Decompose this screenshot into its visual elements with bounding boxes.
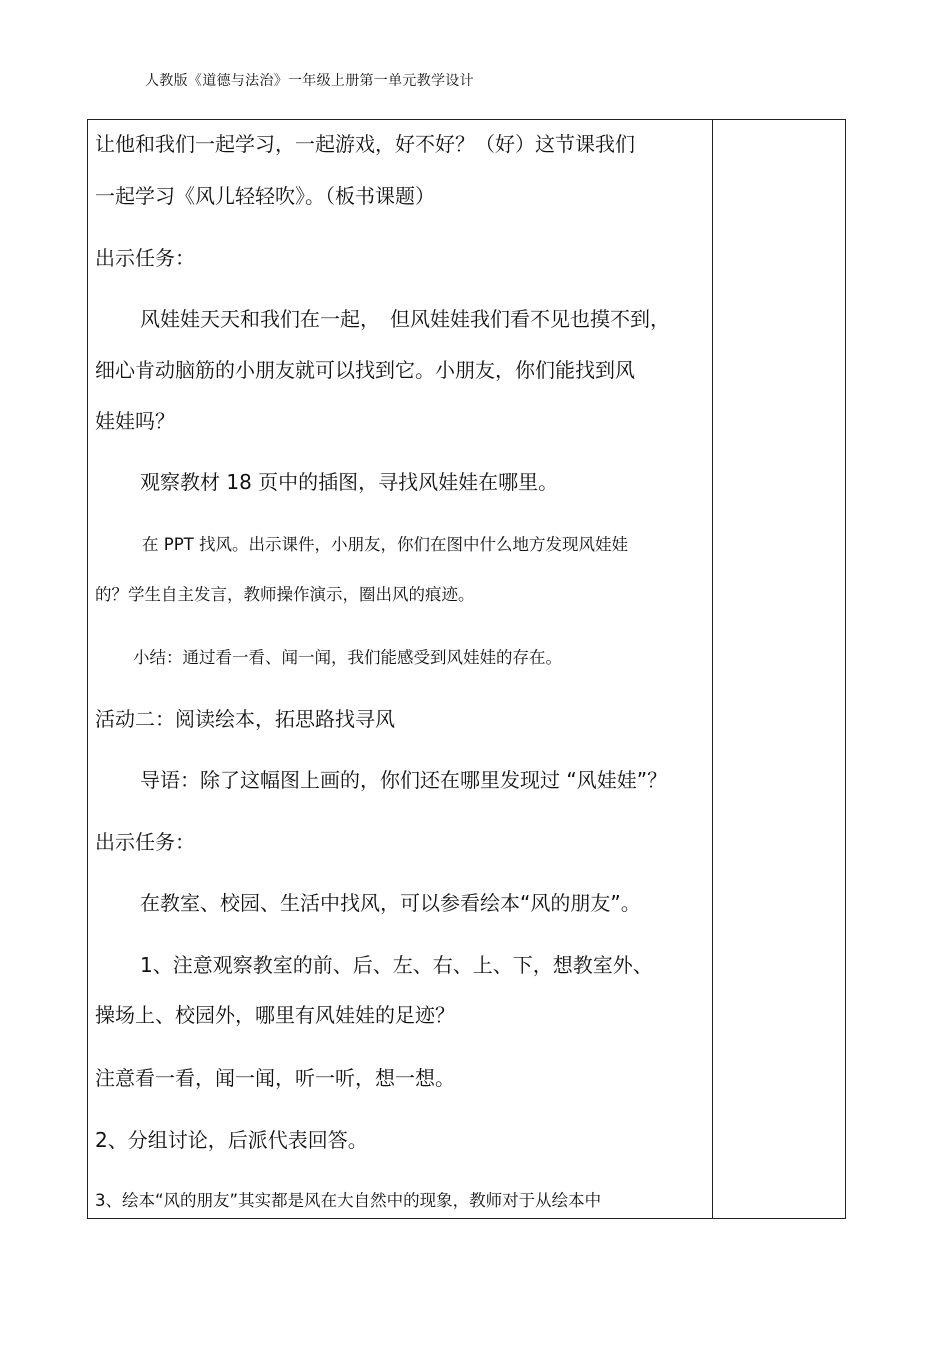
text-line: 3、绘本“风的朋友”其实都是风在大自然中的现象，教师对于从绘本中 — [95, 1191, 602, 1210]
lesson-table — [87, 119, 846, 1219]
text-line: 出示任务： — [95, 830, 195, 854]
text-line: 出示任务： — [95, 246, 195, 270]
text-line: 2、分组讨论，后派代表回答。 — [95, 1128, 368, 1152]
text-line: 一起学习《风儿轻轻吹》。（板书课题） — [95, 184, 435, 208]
text-line: 注意看一看，闻一闻，听一听，想一想。 — [95, 1066, 455, 1090]
column-divider — [712, 119, 713, 1219]
text-line: 细心肯动脑筋的小朋友就可以找到它。小朋友，你们能找到风 — [95, 358, 635, 382]
section-heading: 活动二：阅读绘本，拓思路找寻风 — [95, 707, 395, 731]
text-line: 观察教材 18 页中的插图，寻找风娃娃在哪里。 — [140, 470, 559, 494]
text-line: 导语：除了这幅图上画的，你们还在哪里发现过 “风娃娃”？ — [140, 768, 668, 792]
text-line: 娃娃吗？ — [95, 409, 175, 433]
text-line: 在 PPT 找风。出示课件，小朋友，你们在图中什么地方发现风娃娃 — [142, 535, 628, 554]
text-line: 风娃娃天天和我们在一起， 但风娃娃我们看不见也摸不到， — [140, 307, 670, 331]
text-line: 让他和我们一起学习，一起游戏，好不好？（好）这节课我们 — [95, 132, 635, 156]
text-line: 操场上、校园外，哪里有风娃娃的足迹？ — [95, 1003, 455, 1027]
text-line: 在教室、校园、生活中找风，可以参看绘本“风的朋友”。 — [140, 891, 641, 915]
text-line: 小结：通过看一看、闻一闻，我们能感受到风娃娃的存在。 — [133, 648, 562, 667]
document-header: 人教版《道德与法治》一年级上册第一单元教学设计 — [145, 73, 474, 89]
text-line: 的？学生自主发言，教师操作演示，圈出风的痕迹。 — [95, 585, 475, 604]
text-line: 1、注意观察教室的前、后、左、右、上、下，想教室外、 — [140, 953, 653, 977]
